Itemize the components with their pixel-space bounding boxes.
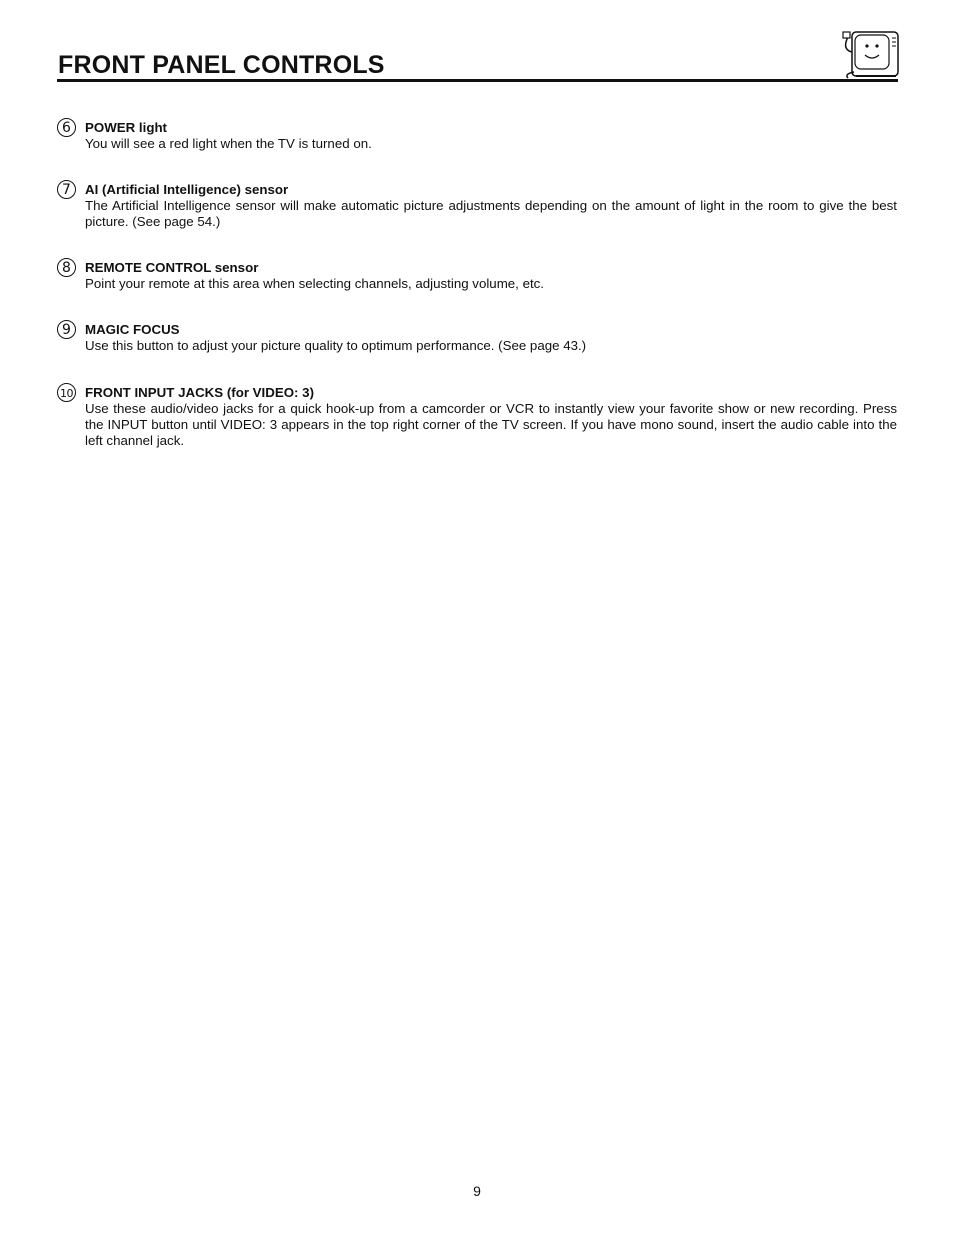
page-title: FRONT PANEL CONTROLS <box>58 51 385 79</box>
item-number: 10 <box>57 383 76 402</box>
list-item <box>57 258 897 320</box>
item-body: Use these audio/video jacks for a quick hook-up from a camcorder or VCR to instantly view your favorite show or new recording. Press the INPUT button until VIDEO: 3 appears in the top right corner of the TV screen. If you have mono sound, insert the audio cable into the left channel jack. <box>85 401 897 448</box>
item-body: You will see a red light when the TV is turned on. <box>85 136 372 151</box>
list-item <box>57 118 897 180</box>
item-number: 8 <box>57 258 76 277</box>
header-rule <box>57 79 898 82</box>
list-item <box>57 320 897 383</box>
item-list <box>57 118 897 449</box>
item-title: POWER light <box>85 120 167 135</box>
tv-mascot-icon <box>838 28 900 80</box>
item-number: 6 <box>57 118 76 137</box>
item-number: 9 <box>57 320 76 339</box>
item-title: REMOTE CONTROL sensor <box>85 260 259 275</box>
item-title: MAGIC FOCUS <box>85 322 180 337</box>
item-number: 7 <box>57 180 76 199</box>
page-number: 9 <box>473 1183 481 1199</box>
item-title: FRONT INPUT JACKS (for VIDEO: 3) <box>85 385 315 400</box>
item-title: AI (Artificial Intelligence) sensor <box>85 182 289 197</box>
item-body: Point your remote at this area when selecting channels, adjusting volume, etc. <box>85 276 544 291</box>
item-body: Use this button to adjust your picture quality to optimum performance. (See page 43.) <box>85 338 587 353</box>
item-body: The Artificial Intelligence sensor will make automatic picture adjustments depending on the amount of light in the room to give the best picture. (See page 54.) <box>85 198 897 229</box>
list-item <box>57 383 897 449</box>
list-item <box>57 180 897 258</box>
